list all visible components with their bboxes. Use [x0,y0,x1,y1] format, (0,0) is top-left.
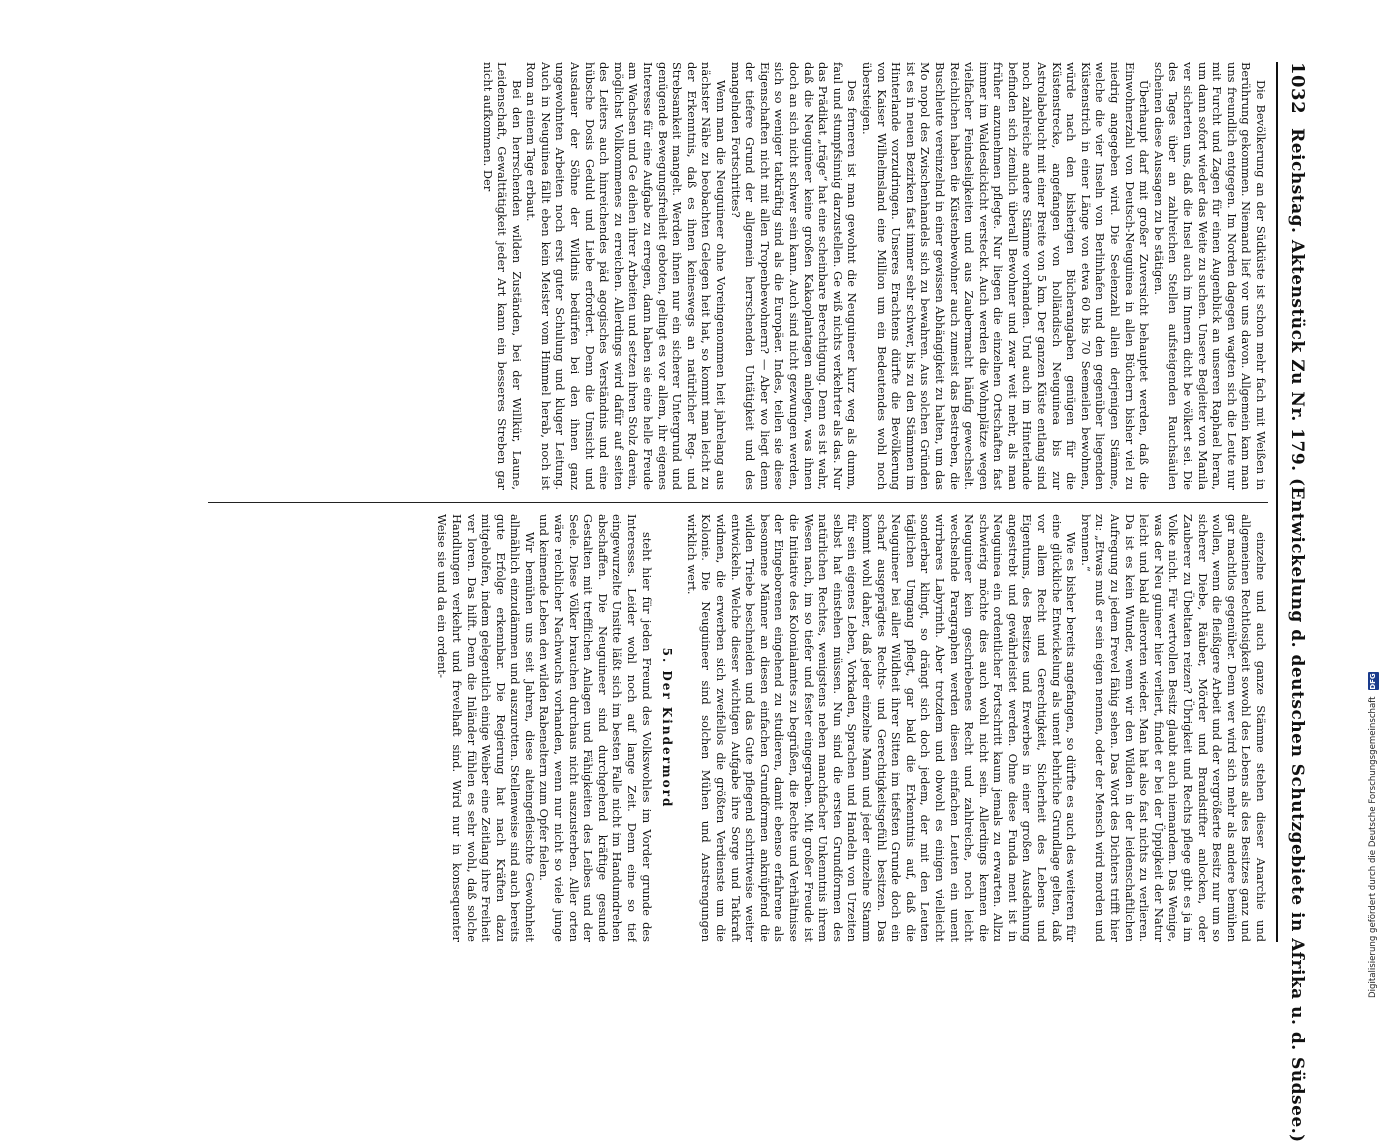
page-header [1280,62,1308,1143]
header-rule [1276,62,1278,942]
dfg-logo-icon: DFG [1369,673,1377,690]
paragraph: steht hier für jeden Freund des Volkswohles im Vorder grunde des Interesses. Leider wohl noch auf lange Zeit. Denn eine so tief eingewurzelte Unsitte läßt sich im besten Falle nicht im Handumdrehen abschaffen. Die Neuguineer sind durchgehend kräftige gesunde Gestalten mit trefflichen Anlagen und Fähigkeiten des Leibes und der Seele. Diese Völker brauchen durchaus nicht auszusterben. Aller orten wäre reichlicher Nachwuchs vorhanden, wenn nur nicht so viele junge und keimende Leben den wilden Rabeneltern zum Opfer fielen. [537,514,654,942]
digitization-credit [1366,558,1380,998]
paragraph: Überhaupt darf mit großer Zuversicht behauptet werden, daß die Einwohnerzahl von Deutsch-Neuguinea in allen Büchern bisher viel zu niedrig angegeben wird. Die Seelenzahl allein derjenigen Stämme, welche die vier Inseln von Berlinhafen und den gegenüber liegenden Küstenstrich in einer Länge von etwa 60 bis 70 Seemeilen bewohnen, würde nach den bisherigen Bücherangaben genügen für die Küstenstrecke, angefangen von holländisch Neuguinea bis zur Astrolabebucht mit einer Breite von 5 km. Der ganzen Küste entlang sind noch zahlreiche andere Stämme vorhanden. Und auch im Hinterlande befinden sich ziemlich überall Bewohner und zwar weit mehr, als man früher anzunehmen pflegte. Nur liegen die einzelnen Ortschaften fast immer im Waldesdickicht versteckt. Auch werden die Wohnplätze wegen vielfacher Feindseligkeiten und aus Zaubermacht häufig gewechselt. Reichlichen haben die Küstenbewohner auch zumeist das Bestreben, die Buschleute vereinzelnd in einer gewissen Abhängigkeit zu halten, um das Mo nopol des Zwischenhandels sich zu bewahren. Aus solchen Gründen ist es in neuen Bezirken fast immer sehr schwer, bis zu den Stämmen im Hinterlande vorzudringen. Unseres Erachtens dürfte die Bevölkerung von Kaiser Wilhelmsland eine Million um ein Bedeutendes wohl noch übersteigen. [859,62,1152,490]
document-page [108,62,1308,1143]
paragraph: Die Bevölkerung an der Südküste ist schon mehr fach mit Weißen in Berührung gekommen. Niemand lief vor uns davon. Allgemein kam man uns freundlich entgegen. Im Norden dagegen wagten sich die Leute nur mit Furcht und Zagen für einen Augenblick an unseren Raphael heran, um dann sofort wieder das Weite zu suchen. Unsere Begleiter von Manila ver sicherten uns, daß die Insel auch im Innern dicht be völkert sei. Die des Tages über an zahlreichen Stellen aufsteigenden Rauchsäulen scheinen diese Aussagen zu be stätigen. [1151,62,1268,490]
page-content [168,62,1308,1143]
paragraph: Wenn man die Neuguineer ohne Voreingenommen heit jahrelang aus nächster Nähe zu beobachten Gelegen heit hat, so kommt man leicht zu der Erkenntnis, daß es ihnen keineswegs an natürlicher Reg- und Strebsamkeit mangelt. Werden ihnen nur ein sicherer Untergrund und genügende Bewegungsfreiheit geboten, gelingt es vor allem, ihr eigenes Interesse für eine Aufgabe zu erregen, dann haben sie eine helle Freude am Wachsen und Ge deihen ihrer Arbeiten und setzen ihren Stolz darein, möglichst Vollkommenes zu erreichen. Allerdings wird dafür auf seiten des Leiters auch hinreichendes päd agogisches Verständnis und eine hübsche Dosis Geduld und Liebe erfordert. Denn die Umsicht und Ausdauer der Söhne der Wildnis bedürfen bei den ihnen ganz ungewohnten Arbeiten noch erst guter Schulung und kluger Leitung. Auch in Neuguinea fällt eben kein Meister vom Himmel herab, noch ist Rom an einem Tage erbaut. [524,62,729,490]
paragraph: einzelne und auch ganze Stämme stehen dieser Anarchie und allgemeinen Rechtlosigkeit sowohl des Lebens als des Besitzes ganz und gar machtlos gegenüber. Denn wer wird sich mehr als andere bemühen wollen, wenn die fleißigere Arbeit und der vergrößerte Besitz nur um so sicherer Diebe, Räuber, Mörder und Brandstifter anlocken, oder Zauberer zu Übeltaten reizen? Übrigkeit und Rechts pflege gibt es ja im Volke nicht. Für wertvollen Besitz glaubt auch niemandem. Das Wenige, was der Neu guineer hier verliert, findet er bei der Üppigkeit der Natur leicht und bald allerorten wieder. Man hat also fast nichts zu verlieren. Da ist es kein Wunder, wenn wir den Wilden in der leidenschaftlichen Aufregung zu jedem Frevel fähig sehen. Das Wort des Dichters trifft hier zu: „Etwas muß er sein eigen nennen, oder der Mensch wird morden und brennen.“ [1078,514,1268,942]
paragraph: Wir bemühen uns seit Jahren, diese alteingefleischte Gewohnheit allmählich einzudämmen und auszurotten. Stellenweise sind auch bereits gute Erfolge erkennbar. Die Regierung hat nach Kräften dazu mitgeholfen, indem gelegentlich einige Weiber eine Zeitlang ihre Freiheit ver loren. Das hilft. Denn die Inländer fühlen es sehr wohl, daß solche Handlungen verkehrt und frevelhaft sind. Wird nur in konsequenter Weise sie und da ein ordent- [435,514,537,942]
page-number: 1032 [1287,62,1308,115]
section-heading: 5. Der Kindermord [660,647,675,809]
paragraph: Des ferneren ist man gewohnt die Neuguineer kurz weg als dumm, faul und stumpfsinnig darzustellen. Ge wiß nichts verkehrter als das. Nur das Prädikat „träge“ hat eine scheinbare Berechtigung. Denn es ist wahr, daß die Neuguineer keine großen Kakaoplantagen anlegen, was ihnen doch an sich nicht schwer sein kann. Auch sind nicht gezwungen werden, sich so weniger tatkräftig sind als die Europäer. Indes, teilen sie diese Eigenschaften nicht mit allen Tropenbewohnern? — Aber wo liegt denn der tiefere Grund der allgemein herrschenden Untätigkeit und des mangelnden Fortschrittes? [728,62,860,490]
running-title: Reichstag. Aktenstück Zu Nr. 179. (Entwickelung d. deutschen Schutzgebiete in Afrika u. d. Südsee.) [1287,128,1307,1143]
credit-text: Digitalisierung gefördert durch die Deutsche Forschungsgemeinschaft [1368,696,1378,998]
paragraph: Bei den herrschenden wilden Zuständen, bei der Willkür, Laune, Leidenschaft, Gewalttätigkeit jeder Art kann ein besseres Streben gar nicht aufkommen. Der [480,62,524,490]
left-column [168,62,1268,490]
paragraph: Wie es bisher bereits angefangen, so dürfte es auch des weiteren für eine glückliche Entwickelung als unent behrliche Grundlage gelten, daß vor allem Recht und Gerechtigkeit, Sicherheit des Lebens und Eigentums, des Besitzes und Erwerbes in einer großen Ausdehnung angestrebt und gewährleistet werden. Ohne diese Funda ment ist in Neuguinea ein ordentlicher Fortschritt kaum jemals zu erwarten. Allzu schwierig möchte dies auch wohl nicht sein. Allerdings kennen die Neuguineer kein geschriebenes Recht und zahlreiche, noch leicht wechselnde Paragraphen werden diesen einfachen Leuten ein unent wirrbares Labyrinth. Aber trotzdem und obwohl es einigen vielleicht sonderbar klingt, so drängt sich doch jedem, der mit den Leuten täglichen Umgang pflegt, gar bald die Erkenntnis auf, daß die Neuguineer bei aller Wildheit ihrer Sitten im tiefsten Grunde doch ein scharf ausgeprägtes Rechts- und Gerechtigkeitsgefühl besitzen. Das kommt wohl daher, daß jeder einzelne Mann und jeder einzelne Stamm für sein eigenes Leben, Vorkaden, Sprachen und Handeln von Urzeiten selbst hat einstehen müssen. Nun sind die ersten Grundformen des natürlichen Rechtes, wenigstens neben manchfacher Unkenntnis ihrem Wesen nach, im so tiefer und fester eingegraben. Mit großer Freude ist die Initiative des Kolonialamtes zu begrüßen, die Rechte und Verhältnisse der Eingeborenen eingehend zu studieren, damit ebenso erfahrene als besonnene Männer an diesen einfachen Grundformen anknüpfend die wilden Triebe beschneiden und das Gute pflegend schrittweise weiter entwickeln. Welche dieser wichtigen Aufgabe ihre Sorge und Tatkraft widmen, die erwerben sich zweifellos die größten Verdienste um die Kolonie. Die Neuguineer sind solchen Mühen und Anstrengungen wirklich wert. [684,514,1079,942]
right-column [168,514,1268,942]
column-divider [208,502,1268,503]
